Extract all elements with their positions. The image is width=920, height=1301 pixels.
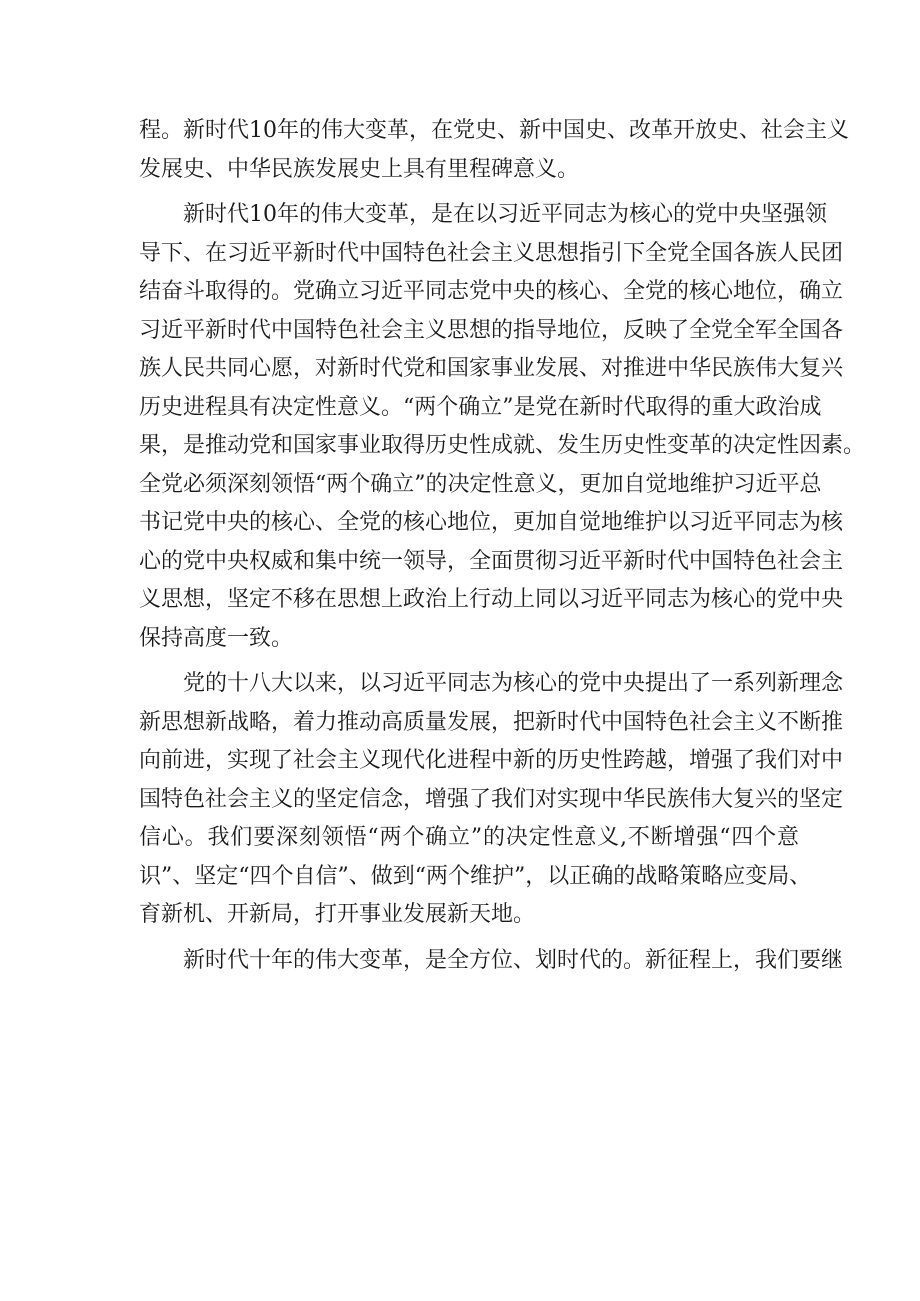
text-line: 族人民共同心愿，对新时代党和国家事业发展、对推进中华民族伟大复兴	[139, 356, 844, 381]
text-line: 结奋斗取得的。党确立习近平同志党中央的核心、全党的核心地位，确立	[139, 279, 844, 304]
text-line: 育新机、开新局，打开事业发展新天地。	[139, 902, 536, 927]
paragraph-1	[139, 112, 849, 189]
text-line: 心的党中央权威和集中统一领导，全面贯彻习近平新时代中国特色社会主	[139, 548, 844, 574]
text-line: 新思想新战略，着力推动高质量发展，把新时代中国特色社会主义不断推	[139, 709, 844, 735]
paragraph-4	[139, 942, 844, 981]
text-line: 程。新时代10年的伟大变革，在党史、新中国史、改革开放史、社会主义	[139, 118, 849, 143]
document-body	[139, 112, 866, 980]
text-line: 果，是推动党和国家事业取得历史性成就、发生历史性变革的决定性因素。	[139, 433, 866, 458]
text-line: 信心。我们要深刻领悟“两个确立”的决定性意义,不断增强“四个意	[139, 825, 799, 850]
text-line: 习近平新时代中国特色社会主义思想的指导地位，反映了全党全军全国各	[139, 317, 844, 343]
text-line: 保持高度一致。	[139, 625, 294, 651]
text-line: 向前进，实现了社会主义现代化进程中新的历史性跨越，增强了我们对中	[139, 748, 844, 773]
paragraph-2	[139, 196, 866, 658]
text-line: 书记党中央的核心、全党的核心地位，更加自觉地维护以习近平同志为核	[139, 510, 844, 535]
text-line: 全党必须深刻领悟“两个确立”的决定性意义，更加自觉地维护习近平总	[139, 471, 822, 497]
text-line: 新时代十年的伟大变革，是全方位、划时代的。新征程上，我们要继	[139, 947, 844, 973]
text-line: 发展史、中华民族发展史上具有里程碑意义。	[139, 156, 580, 182]
text-line: 历史进程具有决定性意义。“两个确立”是党在新时代取得的重大政治成	[139, 394, 822, 420]
text-line: 识”、坚定“四个自信”、做到“两个维护”，以正确的战略策略应变局、	[139, 863, 812, 889]
text-line: 义思想，坚定不移在思想上政治上行动上同以习近平同志为核心的党中央	[139, 587, 844, 612]
text-line: 导下、在习近平新时代中国特色社会主义思想指引下全党全国各族人民团	[139, 240, 844, 266]
paragraph-3	[139, 665, 844, 935]
text-line: 国特色社会主义的坚定信念，增强了我们对实现中华民族伟大复兴的坚定	[139, 786, 844, 812]
text-line: 党的十八大以来，以习近平同志为核心的党中央提出了一系列新理念	[139, 671, 844, 696]
text-line: 新时代10年的伟大变革，是在以习近平同志为核心的党中央坚强领	[139, 202, 827, 227]
